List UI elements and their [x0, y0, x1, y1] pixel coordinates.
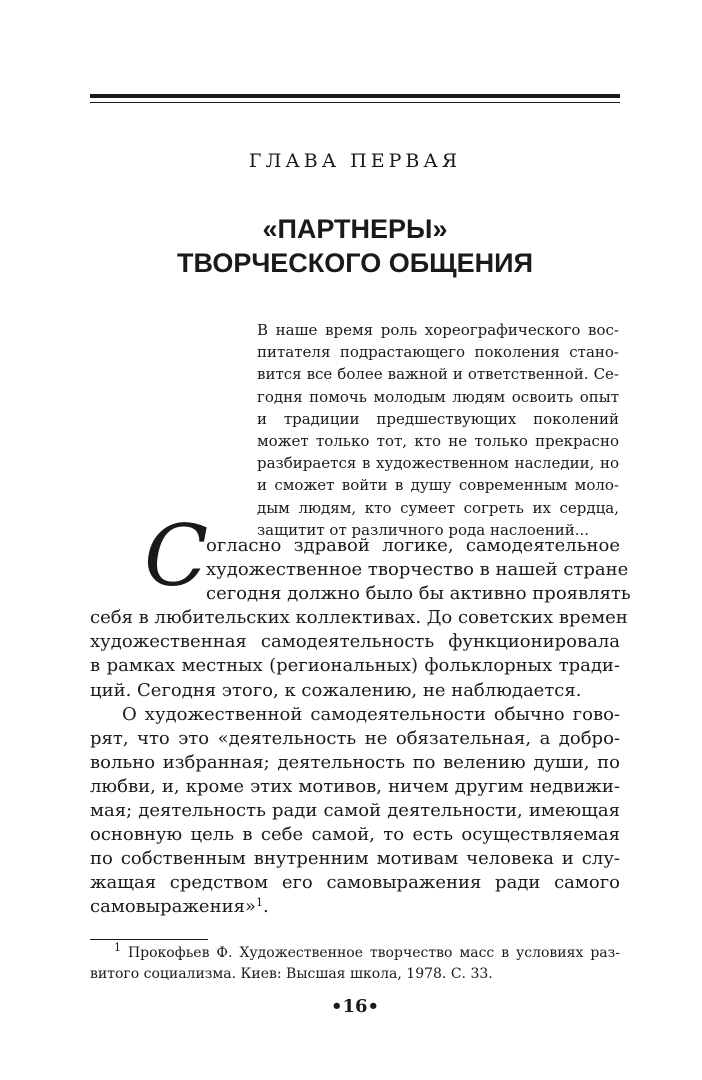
paragraph-line: сегодня должно было бы активно проявлять — [206, 583, 631, 605]
epigraph-line: дым людям, кто сумеет согреть их сердца, — [257, 498, 619, 517]
chapter-title-line: ТВОРЧЕСКОГО ОБЩЕНИЯ — [177, 248, 533, 278]
footnote-reference: 1 — [255, 896, 263, 910]
epigraph-line: В наше время роль хореографического вос- — [257, 321, 619, 339]
footnote — [90, 943, 620, 985]
epigraph-line: и традиции предшествующих поколений — [257, 409, 619, 428]
epigraph-line: разбирается в художественном наследии, но — [257, 454, 619, 473]
paragraph-line: художественная самодеятельность функционировала — [90, 631, 620, 653]
paragraph-line: по собственным внутренним мотивам человека и слу- — [90, 848, 620, 870]
footnote-text: Прокофьев Ф. Художественное творчество масс в условиях раз- — [127, 945, 620, 961]
paragraph-line: себя в любительских коллективах. До советских времен — [90, 607, 628, 629]
paragraph-line: жащая средством его самовыражения ради самого — [90, 872, 620, 894]
paragraph-line: рят, что это «деятельность не обязательная, а добро- — [90, 727, 620, 749]
footnote-marker: 1 — [114, 941, 121, 954]
paragraph-line-text: самовыражения» — [90, 896, 256, 918]
footnote-line — [90, 943, 620, 964]
chapter-title-line: «ПАРТНЕРЫ» — [262, 214, 448, 244]
epigraph — [257, 319, 619, 541]
paragraph-line: в рамках местных (региональных) фольклорных тради- — [90, 655, 620, 677]
paragraph-line: огласно здравой логике, самодеятельное — [206, 535, 620, 556]
epigraph-line: может только тот, кто не только прекрасно — [257, 432, 619, 451]
footnote-rule — [90, 939, 208, 940]
page-number: •16• — [330, 996, 380, 1017]
chapter-label: ГЛАВА ПЕРВАЯ — [248, 150, 462, 172]
epigraph-line: питателя подрастающего поколения стано- — [257, 343, 619, 362]
paragraph-line: художественное творчество в нашей стране — [206, 559, 629, 581]
paragraph-line: мая; деятельность ради самой деятельности, имеющая — [90, 800, 620, 822]
drop-cap: С — [144, 507, 209, 605]
paragraph-line: ций. Сегодня этого, к сожалению, не наблюдается. — [90, 679, 582, 701]
paragraph-line: вольно избранная; деятельность по велению души, по — [90, 751, 620, 773]
chapter-title — [90, 212, 620, 280]
paragraph-line: любви, и, кроме этих мотивов, ничем другим недвижи- — [90, 775, 620, 797]
paragraph-line: О художественной самодеятельности обычно гово- — [122, 703, 620, 725]
body-text — [90, 534, 631, 920]
sentence-period: . — [262, 896, 269, 918]
epigraph-line: защитит от различного рода наслоений... — [257, 520, 590, 539]
footnote-line: витого социализма. Киев: Высшая школа, 1978. С. 33. — [90, 966, 493, 982]
epigraph-line: и сможет войти в душу современным моло- — [257, 476, 619, 495]
header-rule-thin — [90, 102, 620, 103]
header-rule-thick — [90, 94, 620, 98]
epigraph-line: годня помочь молодым людям освоить опыт — [257, 387, 619, 406]
paragraph-line: основную цель в себе самой, то есть осуществляемая — [90, 824, 620, 846]
epigraph-line: вится все более важной и ответственной. Се- — [257, 365, 619, 384]
paragraph-line — [90, 895, 620, 919]
